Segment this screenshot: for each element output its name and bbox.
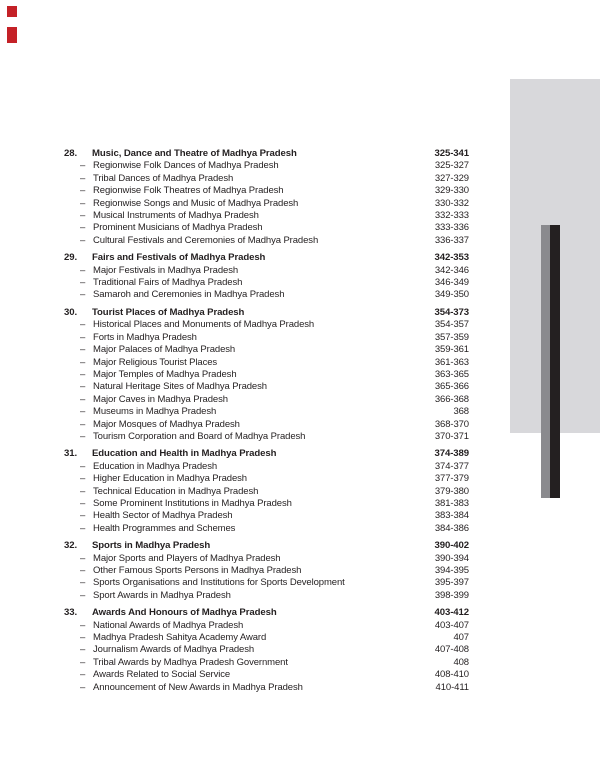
toc-item-label: Musical Instruments of Madhya Pradesh [93, 210, 259, 222]
dash-bullet: – [80, 681, 86, 693]
toc-item [64, 565, 469, 577]
dash-bullet: – [80, 331, 86, 343]
toc-item [64, 419, 469, 431]
dash-bullet: – [80, 619, 86, 631]
chapter-pages: 390-402 [434, 540, 469, 552]
toc-item-label: Tribal Dances of Madhya Pradesh [93, 172, 234, 184]
toc-item [64, 510, 469, 522]
dash-bullet: – [80, 197, 86, 209]
toc-item [64, 406, 469, 418]
toc-item-label: Higher Education in Madhya Pradesh [93, 473, 247, 485]
toc-item-pages: 407-408 [434, 644, 469, 656]
toc-item-label: National Awards of Madhya Pradesh [93, 619, 244, 631]
toc-item-pages: 342-346 [434, 264, 469, 276]
toc-item-label: Major Religious Tourist Places [93, 356, 218, 368]
chapter-number: 29. [64, 252, 78, 264]
toc-item-pages: 383-384 [434, 510, 469, 522]
toc-item-pages: 346-349 [434, 277, 469, 289]
toc-item [64, 577, 469, 589]
toc-item [64, 357, 469, 369]
dash-bullet: – [80, 510, 86, 522]
dash-bullet: – [80, 185, 86, 197]
toc-item-pages: 363-365 [434, 368, 469, 380]
toc-item-label: Historical Places and Monuments of Madhya Pradesh [93, 319, 315, 331]
dash-bullet: – [80, 160, 86, 172]
dash-bullet: – [80, 393, 86, 405]
dash-bullet: – [80, 418, 86, 430]
chapter-title: Tourist Places of Madhya Pradesh [92, 306, 245, 318]
dash-bullet: – [80, 497, 86, 509]
dash-bullet: – [80, 172, 86, 184]
chapter-pages: 403-412 [434, 607, 469, 619]
toc-item [64, 319, 469, 331]
chapter-number: 33. [64, 607, 78, 619]
toc-item [64, 222, 469, 234]
chapter-pages: 354-373 [434, 306, 469, 318]
toc-item [64, 332, 469, 344]
dash-bullet: – [80, 565, 86, 576]
toc-item-label: Madhya Pradesh Sahitya Academy Award [93, 632, 267, 644]
toc-item-label: Cultural Festivals and Ceremonies of Madhya Pradesh [93, 234, 319, 246]
dash-bullet: – [80, 264, 86, 276]
toc-chapter [64, 448, 469, 535]
toc-item-pages: 365-366 [434, 381, 469, 393]
toc-item-pages: 390-394 [434, 552, 469, 564]
dash-bullet: – [80, 368, 86, 380]
toc-item-label: Forts in Madhya Pradesh [93, 331, 197, 343]
toc-item [64, 657, 469, 669]
toc-item [64, 265, 469, 277]
dash-bullet: – [80, 222, 86, 234]
toc-item-label: Tribal Awards by Madhya Pradesh Government [93, 656, 288, 668]
toc-item-label: Regionwise Songs and Music of Madhya Pradesh [93, 197, 299, 209]
chapter-pages: 342-353 [434, 252, 469, 264]
toc-item-label: Journalism Awards of Madhya Pradesh [93, 644, 255, 656]
toc-item-pages: 332-333 [434, 210, 469, 222]
toc-item-label: Technical Education in Madhya Pradesh [93, 485, 259, 497]
chapter-number: 30. [64, 306, 78, 318]
toc-item-pages: 359-361 [434, 344, 469, 356]
toc-item-pages: 349-350 [434, 289, 469, 301]
toc-item-pages: 361-363 [434, 356, 469, 368]
dash-bullet: – [80, 234, 86, 246]
dash-bullet: – [80, 485, 86, 497]
toc-item [64, 394, 469, 406]
dash-bullet: – [80, 589, 86, 601]
toc [64, 148, 469, 699]
chapter-title: Education and Health in Madhya Pradesh [92, 448, 277, 460]
toc-item-label: Some Prominent Institutions in Madhya Pradesh [93, 497, 292, 509]
dash-bullet: – [80, 430, 86, 442]
dash-bullet: – [80, 381, 86, 393]
chapter-pages: 374-389 [434, 448, 469, 460]
toc-item [64, 185, 469, 197]
toc-item [64, 173, 469, 185]
toc-item [64, 289, 469, 301]
dash-bullet: – [80, 406, 86, 418]
toc-item-label: Other Famous Sports Persons in Madhya Pradesh [93, 565, 302, 576]
toc-item [64, 381, 469, 393]
toc-item-label: Major Temples of Madhya Pradesh [93, 368, 237, 380]
dash-bullet: – [80, 522, 86, 534]
toc-item-pages: 377-379 [434, 473, 469, 485]
toc-item [64, 210, 469, 222]
toc-chapter-header [64, 607, 469, 619]
toc-item-pages: 333-336 [434, 222, 469, 234]
edge-bar-black-strip [550, 225, 560, 498]
toc-item-pages: 395-397 [434, 577, 469, 589]
chapter-pages: 325-341 [434, 148, 469, 159]
dash-bullet: – [80, 319, 86, 331]
toc-item-pages: 374-377 [434, 460, 469, 472]
toc-item [64, 473, 469, 485]
toc-item-pages: 354-357 [434, 319, 469, 331]
toc-item-label: Education in Madhya Pradesh [93, 460, 218, 472]
toc-item-label: Health Programmes and Schemes [93, 522, 236, 534]
toc-chapter-header [64, 540, 469, 552]
toc-item-pages: 381-383 [434, 497, 469, 509]
toc-item [64, 669, 469, 681]
chapter-title: Sports in Madhya Pradesh [92, 540, 211, 552]
dash-bullet: – [80, 577, 86, 589]
toc-item [64, 344, 469, 356]
toc-item-pages: 394-395 [434, 565, 469, 576]
toc-chapter-header [64, 307, 469, 319]
toc-item [64, 590, 469, 602]
toc-item-pages: 357-359 [434, 331, 469, 343]
chapter-title: Music, Dance and Theatre of Madhya Pradesh [92, 148, 297, 159]
chapter-number: 32. [64, 540, 78, 552]
toc-item-label: Museums in Madhya Pradesh [93, 406, 217, 418]
chapter-title: Awards And Honours of Madhya Pradesh [92, 607, 277, 619]
toc-chapter [64, 252, 469, 302]
toc-chapter-header [64, 448, 469, 460]
toc-item-label: Major Mosques of Madhya Pradesh [93, 418, 240, 430]
toc-item-label: Tourism Corporation and Board of Madhya Pradesh [93, 430, 306, 442]
toc-item [64, 160, 469, 172]
toc-item-pages: 408 [453, 656, 469, 668]
edge-bar-gray-strip [541, 225, 550, 498]
toc-item-pages: 366-368 [434, 393, 469, 405]
dash-bullet: – [80, 473, 86, 485]
chapter-number: 31. [64, 448, 78, 460]
toc-chapter-header [64, 148, 469, 160]
chapter-title: Fairs and Festivals of Madhya Pradesh [92, 252, 266, 264]
toc-item-label: Prominent Musicians of Madhya Pradesh [93, 222, 263, 234]
toc-item-pages: 407 [453, 632, 469, 644]
toc-item-pages: 379-380 [434, 485, 469, 497]
dash-bullet: – [80, 344, 86, 356]
dash-bullet: – [80, 277, 86, 289]
toc-item-pages: 384-386 [434, 522, 469, 534]
red-corner-mark [7, 27, 17, 43]
toc-item-pages: 398-399 [434, 589, 469, 601]
toc-item-label: Awards Related to Social Service [93, 669, 231, 681]
dash-bullet: – [80, 669, 86, 681]
red-corner-mark [7, 6, 17, 17]
toc-item-label: Health Sector of Madhya Pradesh [93, 510, 233, 522]
toc-item-label: Sport Awards in Madhya Pradesh [93, 589, 231, 601]
dash-bullet: – [80, 460, 86, 472]
toc-chapter-header [64, 252, 469, 264]
toc-item [64, 498, 469, 510]
dash-bullet: – [80, 552, 86, 564]
toc-chapter [64, 307, 469, 443]
toc-item [64, 523, 469, 535]
toc-item-pages: 410-411 [435, 681, 469, 693]
toc-item-label: Regionwise Folk Dances of Madhya Pradesh [93, 160, 279, 172]
toc-item-pages: 329-330 [434, 185, 469, 197]
toc-item-pages: 368 [453, 406, 469, 418]
toc-item [64, 461, 469, 473]
dash-bullet: – [80, 632, 86, 644]
toc-item [64, 682, 469, 694]
toc-item-label: Announcement of New Awards in Madhya Pradesh [93, 681, 303, 693]
toc-item [64, 632, 469, 644]
toc-item-pages: 336-337 [434, 234, 469, 246]
dash-bullet: – [80, 356, 86, 368]
toc-item [64, 644, 469, 656]
toc-item-pages: 325-327 [434, 160, 469, 172]
toc-item [64, 553, 469, 565]
toc-item-label: Major Sports and Players of Madhya Pradesh [93, 552, 281, 564]
toc-chapter [64, 148, 469, 247]
toc-item [64, 369, 469, 381]
toc-item-pages: 330-332 [434, 197, 469, 209]
page-edge-bar [541, 225, 560, 498]
toc-item-label: Sports Organisations and Institutions for Sports Development [93, 577, 345, 589]
dash-bullet: – [80, 210, 86, 222]
toc-item-label: Regionwise Folk Theatres of Madhya Pradesh [93, 185, 284, 197]
toc-item-label: Major Palaces of Madhya Pradesh [93, 344, 236, 356]
toc-item [64, 620, 469, 632]
toc-item [64, 235, 469, 247]
toc-item [64, 198, 469, 210]
toc-item-label: Major Caves in Madhya Pradesh [93, 393, 228, 405]
toc-item-pages: 408-410 [434, 669, 469, 681]
dash-bullet: – [80, 289, 86, 301]
dash-bullet: – [80, 656, 86, 668]
toc-chapter [64, 540, 469, 602]
toc-item [64, 277, 469, 289]
toc-item-pages: 368-370 [434, 418, 469, 430]
toc-chapter [64, 607, 469, 694]
toc-item-label: Major Festivals in Madhya Pradesh [93, 264, 239, 276]
toc-item-label: Samaroh and Ceremonies in Madhya Pradesh [93, 289, 285, 301]
dash-bullet: – [80, 644, 86, 656]
toc-item-pages: 370-371 [434, 430, 469, 442]
toc-item [64, 486, 469, 498]
toc-item-label: Traditional Fairs of Madhya Pradesh [93, 277, 243, 289]
toc-item-label: Natural Heritage Sites of Madhya Pradesh [93, 381, 267, 393]
toc-item-pages: 403-407 [434, 619, 469, 631]
chapter-number: 28. [64, 148, 78, 159]
toc-item-pages: 327-329 [434, 172, 469, 184]
toc-item [64, 431, 469, 443]
